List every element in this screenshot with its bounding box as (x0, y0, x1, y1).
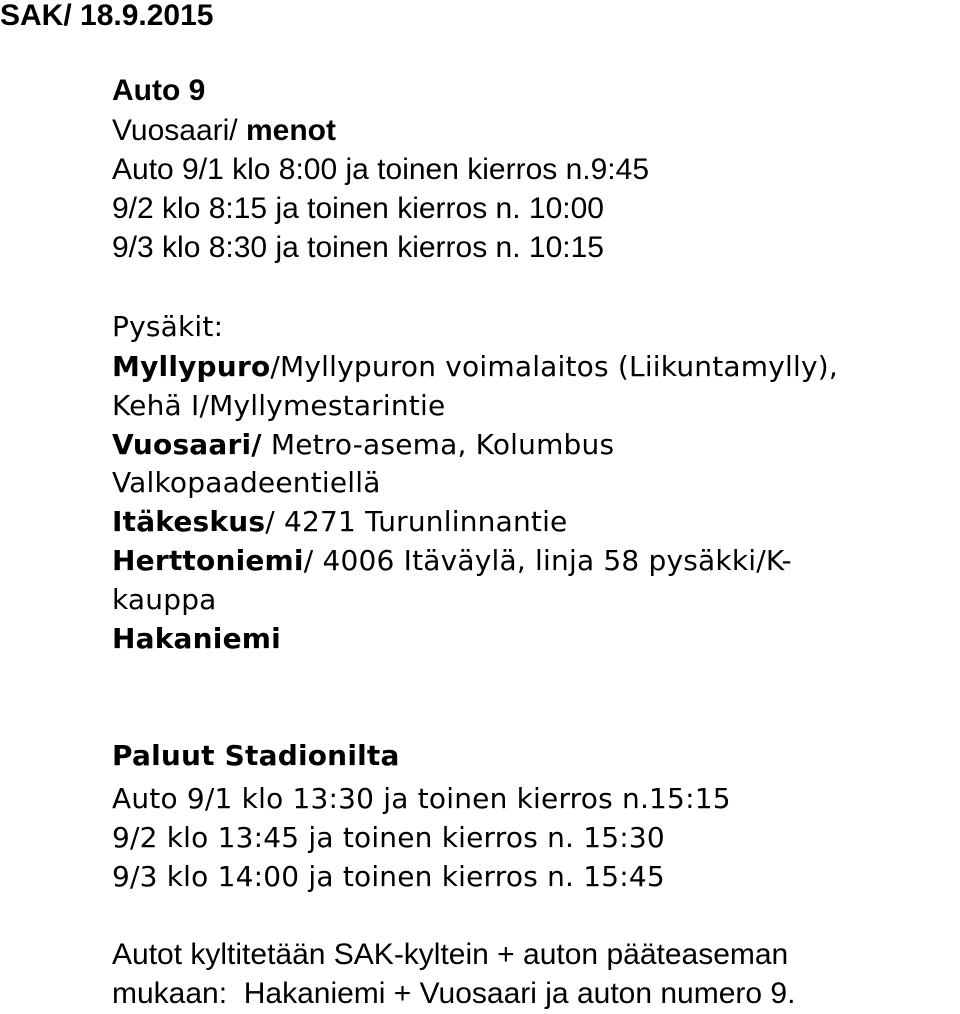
page-title: SAK/ 18.9.2015 (0, 0, 214, 32)
stop-vuosaari-cont: Valkopaadeentiellä (112, 466, 381, 499)
stop-myllypuro (112, 350, 838, 383)
stop-itakeskus (112, 505, 568, 538)
stop-myllypuro-cont: Kehä I/Myllymestarintie (112, 389, 446, 422)
stop-vuosaari (112, 428, 615, 461)
outbound-time-2: 9/2 klo 8:15 ja toinen kierros n. 10:00 (112, 192, 604, 225)
return-time-2: 9/2 klo 13:45 ja toinen kierros n. 15:30 (112, 821, 665, 854)
return-heading: Paluut Stadionilta (112, 739, 400, 772)
return-time-1: Auto 9/1 klo 13:30 ja toinen kierros n.15:15 (112, 782, 731, 815)
stop-itakeskus-detail: / 4271 Turunlinnantie (265, 505, 568, 538)
stop-vuosaari-name: Vuosaari/ (112, 428, 262, 461)
stop-itakeskus-name: Itäkeskus (112, 505, 266, 538)
stop-vuosaari-detail: Metro-asema, Kolumbus (261, 428, 615, 461)
outbound-time-3: 9/3 klo 8:30 ja toinen kierros n. 10:15 (112, 231, 604, 264)
direction-place: Vuosaari/ (112, 114, 238, 147)
stop-herttoniemi-cont: kauppa (112, 583, 217, 616)
direction-word: menot (245, 114, 336, 147)
stop-herttoniemi-detail: / 4006 Itäväylä, linja 58 pysäkki/K- (303, 544, 792, 577)
stop-herttoniemi (112, 544, 792, 577)
stop-myllypuro-detail: /Myllypuron voimalaitos (Liikuntamylly), (270, 350, 838, 383)
stop-myllypuro-name: Myllypuro (112, 350, 271, 383)
outbound-direction (112, 116, 336, 146)
note-line-2: mukaan: Hakaniemi + Vuosaari ja auton numero 9. (112, 977, 796, 1010)
stop-herttoniemi-name: Herttoniemi (112, 544, 304, 577)
stops-label: Pysäkit: (112, 310, 224, 343)
outbound-time-1: Auto 9/1 klo 8:00 ja toinen kierros n.9:45 (112, 153, 650, 186)
stop-hakaniemi: Hakaniemi (112, 622, 281, 655)
bus-heading: Auto 9 (112, 74, 206, 107)
return-time-3: 9/3 klo 14:00 ja toinen kierros n. 15:45 (112, 860, 665, 893)
note-line-1: Autot kyltitetään SAK-kyltein + auton pääteaseman (112, 938, 789, 971)
